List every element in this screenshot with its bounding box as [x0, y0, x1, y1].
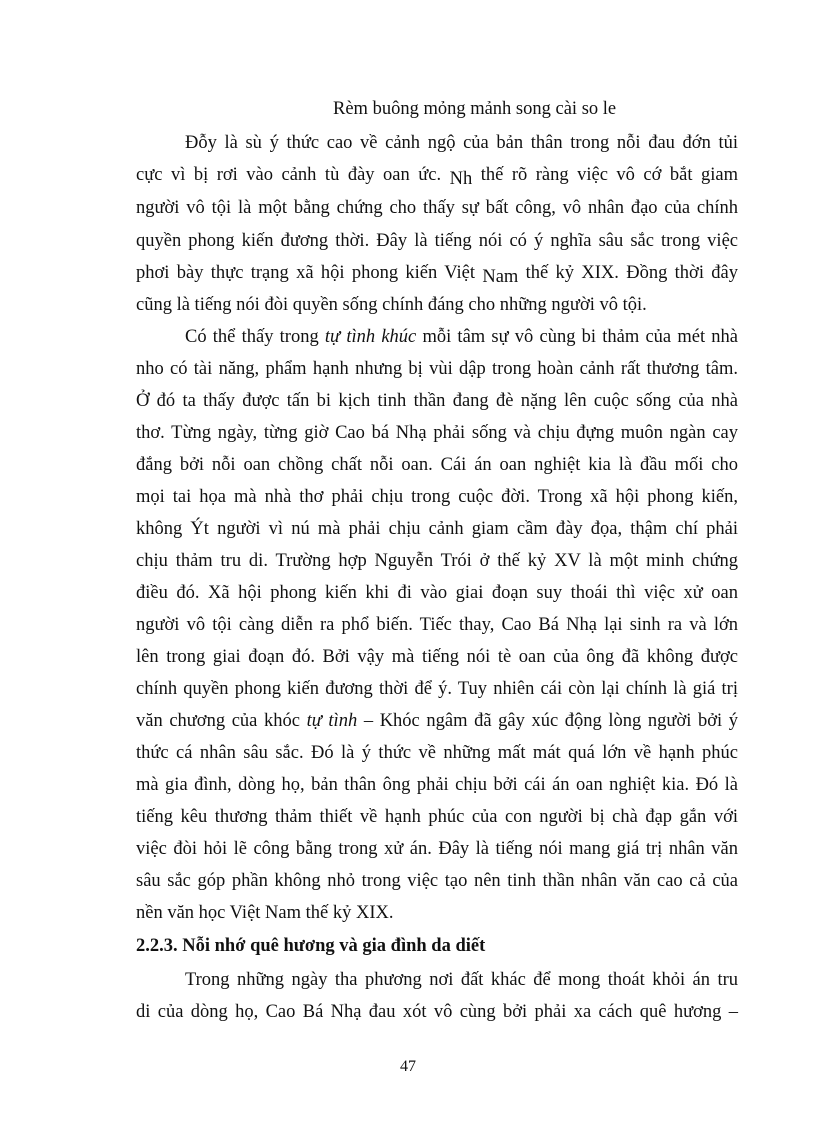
p1-line-1: Đỗy là sù ý thức cao về cảnh ngộ của bản thân trong nỗi đau đớn tủi — [185, 133, 738, 153]
p2-line-3: Ở đó ta thấy được tấn bi kịch tinh thần đang đè nặng lên cuộc sống của nhà — [136, 391, 738, 411]
p2-line-18: sâu sắc góp phần không nhỏ trong việc tạo nên tinh thần nhân văn cao cả của — [136, 871, 738, 891]
p1-line-5-a: phơi bày thực trạng xã hội phong kiến Việt — [136, 263, 475, 283]
verse-line: Rèm buông mỏng mảnh song cài so le — [333, 99, 617, 119]
p2-line-19: nền văn học Việt Nam thế kỷ XIX. — [136, 903, 394, 923]
p2-line-1-c: mỗi tâm sự vô cùng bi thảm của mét nhà — [422, 327, 738, 347]
p2-line-4: thơ. Từng ngày, từng giờ Cao bá Nhạ phải sống và chịu đựng muôn ngàn cay — [136, 423, 738, 443]
p2-line-14: thức cá nhân sâu sắc. Đó là ý thức về những mất mát quá lớn về hạnh phúc — [136, 743, 738, 763]
section-heading: 2.2.3. Nỗi nhớ quê hương và gia đình da diết — [136, 936, 486, 956]
p1-line-2 — [136, 164, 738, 189]
p2-line-13 — [136, 710, 738, 732]
p2-line-13-b: tự tình — [306, 711, 358, 731]
p3-line-1: Trong những ngày tha phương nơi đất khác để mong thoát khỏi án tru — [185, 970, 738, 990]
p2-line-16: tiếng kêu thương thảm thiết về hạnh phúc của con người bị chà đạp gắn với — [136, 807, 738, 827]
p1-line-6: cũng là tiếng nói đòi quyền sống chính đáng cho những người vô tội. — [136, 295, 647, 315]
p2-line-17: việc đòi hỏi lẽ công bằng trong xử án. Đây là tiếng nói mang giá trị nhân văn — [136, 839, 738, 859]
p1-line-2-a: cực vì bị rơi vào cảnh tù đày oan ức. — [136, 165, 442, 185]
p1-line-5 — [136, 262, 738, 287]
p2-line-5: đắng bởi nỗi oan chồng chất nỗi oan. Cái án oan nghiệt kia là đầu mối cho — [136, 455, 738, 475]
p2-line-7: không Ýt người vì nú mà phải chịu cảnh giam cầm đày đọa, thậm chí phải — [136, 519, 738, 539]
p2-line-13-a: văn chương của khóc — [136, 711, 300, 731]
p1-line-4: quyền phong kiến đương thời. Đây là tiếng nói có ý nghĩa sâu sắc trong việc — [136, 231, 738, 251]
p2-line-9: điều đó. Xã hội phong kiến khi đi vào giai đoạn suy thoái thì việc xử oan — [136, 583, 738, 603]
p2-line-11: lên trong giai đoạn đó. Bởi vậy mà tiếng nói tè oan của ông đã không được — [136, 647, 738, 667]
p2-line-15: mà gia đình, dòng họ, bản thân ông phải chịu bởi cái án oan nghiệt kia. Đó là — [136, 775, 738, 795]
p3-line-2: di của dòng họ, Cao Bá Nhạ đau xót vô cùng bởi phải xa cách quê hương – — [136, 1002, 738, 1022]
p2-line-13-c: – Khóc ngâm đã gây xúc động lòng người bởi ý — [363, 711, 739, 731]
p2-line-2: nho có tài năng, phẩm hạnh nhưng bị vùi dập trong hoàn cảnh rất thương tâm. — [136, 359, 738, 379]
p1-line-3: người vô tội là một bằng chứng cho thấy sự bất công, vô nhân đạo của chính — [136, 198, 738, 218]
p1-line-5-b: Nam — [482, 267, 519, 287]
p1-line-2-c: thế rõ ràng việc vô cớ bắt giam — [480, 165, 738, 185]
p1-line-5-c: thế kỷ XIX. Đồng thời đây — [525, 263, 738, 283]
p1-line-2-b: Nh — [449, 169, 473, 189]
p2-line-1-a: Có thể thấy trong — [185, 327, 319, 347]
p2-line-8: chịu thảm tru di. Trường hợp Nguyễn Trói ở thế kỷ XV là một minh chứng — [136, 551, 738, 571]
p2-line-12: chính quyền phong kiến đương thời để ý. Tuy nhiên cái còn lại chính là giá trị — [136, 679, 738, 699]
p2-line-1 — [185, 326, 738, 348]
p2-line-10: người vô tội càng diễn ra phổ biến. Tiếc thay, Cao Bá Nhạ lại sinh ra và lớn — [136, 615, 738, 635]
page-number: 47 — [400, 1058, 416, 1075]
p2-line-6: mọi tai họa mà nhà thơ phải chịu trong cuộc đời. Trong xã hội phong kiến, — [136, 487, 738, 507]
p2-line-1-b: tự tình khúc — [324, 327, 417, 347]
